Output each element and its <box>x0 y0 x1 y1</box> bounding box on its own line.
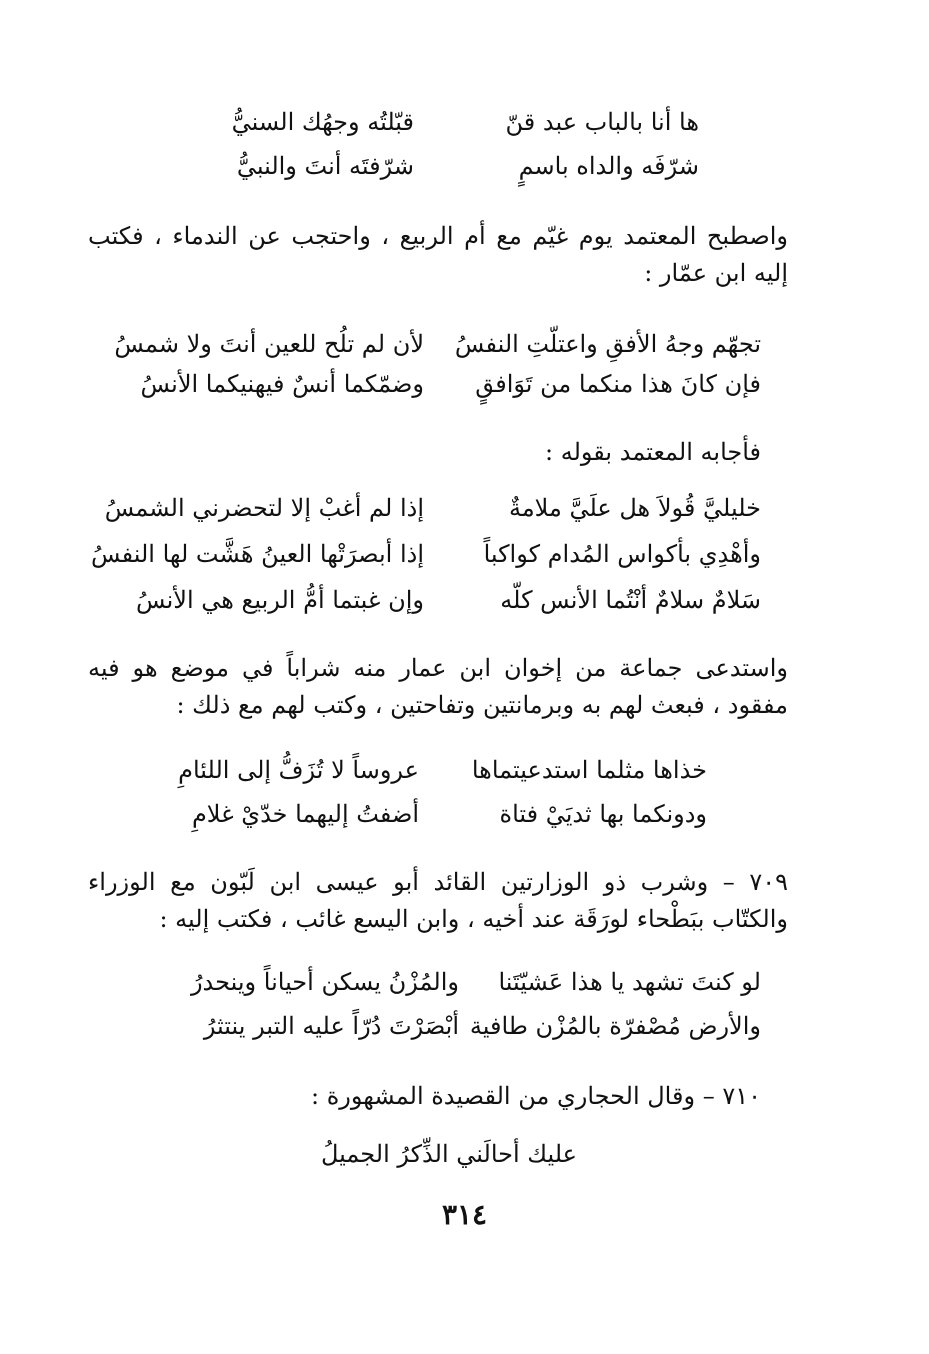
verse-hemistich: إذا لم أغبْ إلا لتحضرني الشمسُ <box>104 494 424 522</box>
verse-hemistich: خليليَّ قُولاَ هل علَيَّ ملامةٌ <box>508 494 761 522</box>
verse-row <box>0 1012 929 1044</box>
verse-hemistich: أبْصَرْتَ دُرّاً عليه التبر ينتثرُ <box>203 1012 459 1040</box>
verse-hemistich: لو كنتَ تشهد يا هذا عَشيّتَنا <box>498 968 761 996</box>
verse-hemistich: تجهّم وجهُ الأفقِ واعتلّتِ النفسُ <box>454 330 761 358</box>
verse-hemistich: عروساً لا تُزَفُّ إلى اللئامِ <box>178 756 419 784</box>
verse-hemistich: قبّلتُه وجهُك السنيُّ <box>231 108 414 136</box>
prose-paragraph: واستدعى جماعة من إخوان ابن عمار منه شراباً في موضع هو فيه مفقود ، فبعث لهم به وبرمانتين وتفاحتين ، وكتب لهم مع ذلك : <box>88 654 788 720</box>
verse-row <box>0 108 929 140</box>
verse-row <box>0 756 929 788</box>
verse-hemistich: وأهْدِي بأكواس المُدام كواكباً <box>483 540 761 568</box>
verse-hemistich: والمُزْنُ يسكن أحياناً وينحدرُ <box>190 968 459 996</box>
verse-row <box>0 968 929 1000</box>
verse-hemistich: ها أنا بالباب عبد قنّ <box>505 108 699 136</box>
verse-hemistich: أضفتُ إليهما خدّيْ غلامِ <box>191 800 419 828</box>
verse-hemistich: سَلامٌ سلامٌ أنْتُما الأنس كلّه <box>500 586 761 614</box>
verse-hemistich: شرّفَه والداه باسمٍ <box>518 152 699 180</box>
verse-row <box>0 152 929 184</box>
prose-line: ٧١٠ – وقال الحجاري من القصيدة المشهورة : <box>311 1082 761 1110</box>
verse-hemistich: شرّفتَه أنتَ والنبيُّ <box>236 152 414 180</box>
prose-paragraph: ٧٠٩ – وشرب ذو الوزارتين القائد أبو عيسى ابن لَبّون مع الوزراء والكتّاب ببَطْحاء لورَقَة عند أخيه ، وابن اليسع غائب ، فكتب إليه : <box>88 868 788 934</box>
verse-row <box>0 494 929 526</box>
verse-hemistich: خذاها مثلما استدعيتماها <box>471 756 707 784</box>
verse-row <box>0 540 929 572</box>
reply-intro: فأجابه المعتمد بقوله : <box>545 438 761 466</box>
verse-hemistich: فإن كانَ هذا منكما من تَوَافقٍ <box>475 370 761 398</box>
verse-hemistich: وإن غبتما أمُّ الربيع هي الأنسُ <box>136 586 424 614</box>
page-number: ٣١٤ <box>441 1198 488 1231</box>
verse-hemistich: إذا أبصرَتْها العينُ هَشَّت لها النفسُ <box>91 540 424 568</box>
prose-paragraph: واصطبح المعتمد يوم غيّم مع أم الربيع ، واحتجب عن الندماء ، فكتب إليه ابن عمّار : <box>88 222 788 288</box>
verse-hemistich: وضمّكما أنسٌ فيهنيكما الأنسُ <box>140 370 424 398</box>
verse-row <box>0 586 929 618</box>
verse-hemistich: لأن لم تلُح للعين أنتَ ولا شمسُ <box>114 330 424 358</box>
verse-row <box>0 370 929 402</box>
verse-row <box>0 330 929 362</box>
verse-hemistich: ودونكما بها ثديَيْ فتاة <box>499 800 707 828</box>
verse-line: عليك أحالَني الذِّكرُ الجميلُ <box>320 1140 577 1168</box>
verse-row <box>0 800 929 832</box>
verse-hemistich: والأرض مُصْفرّة بالمُزْن طافية <box>469 1012 761 1040</box>
